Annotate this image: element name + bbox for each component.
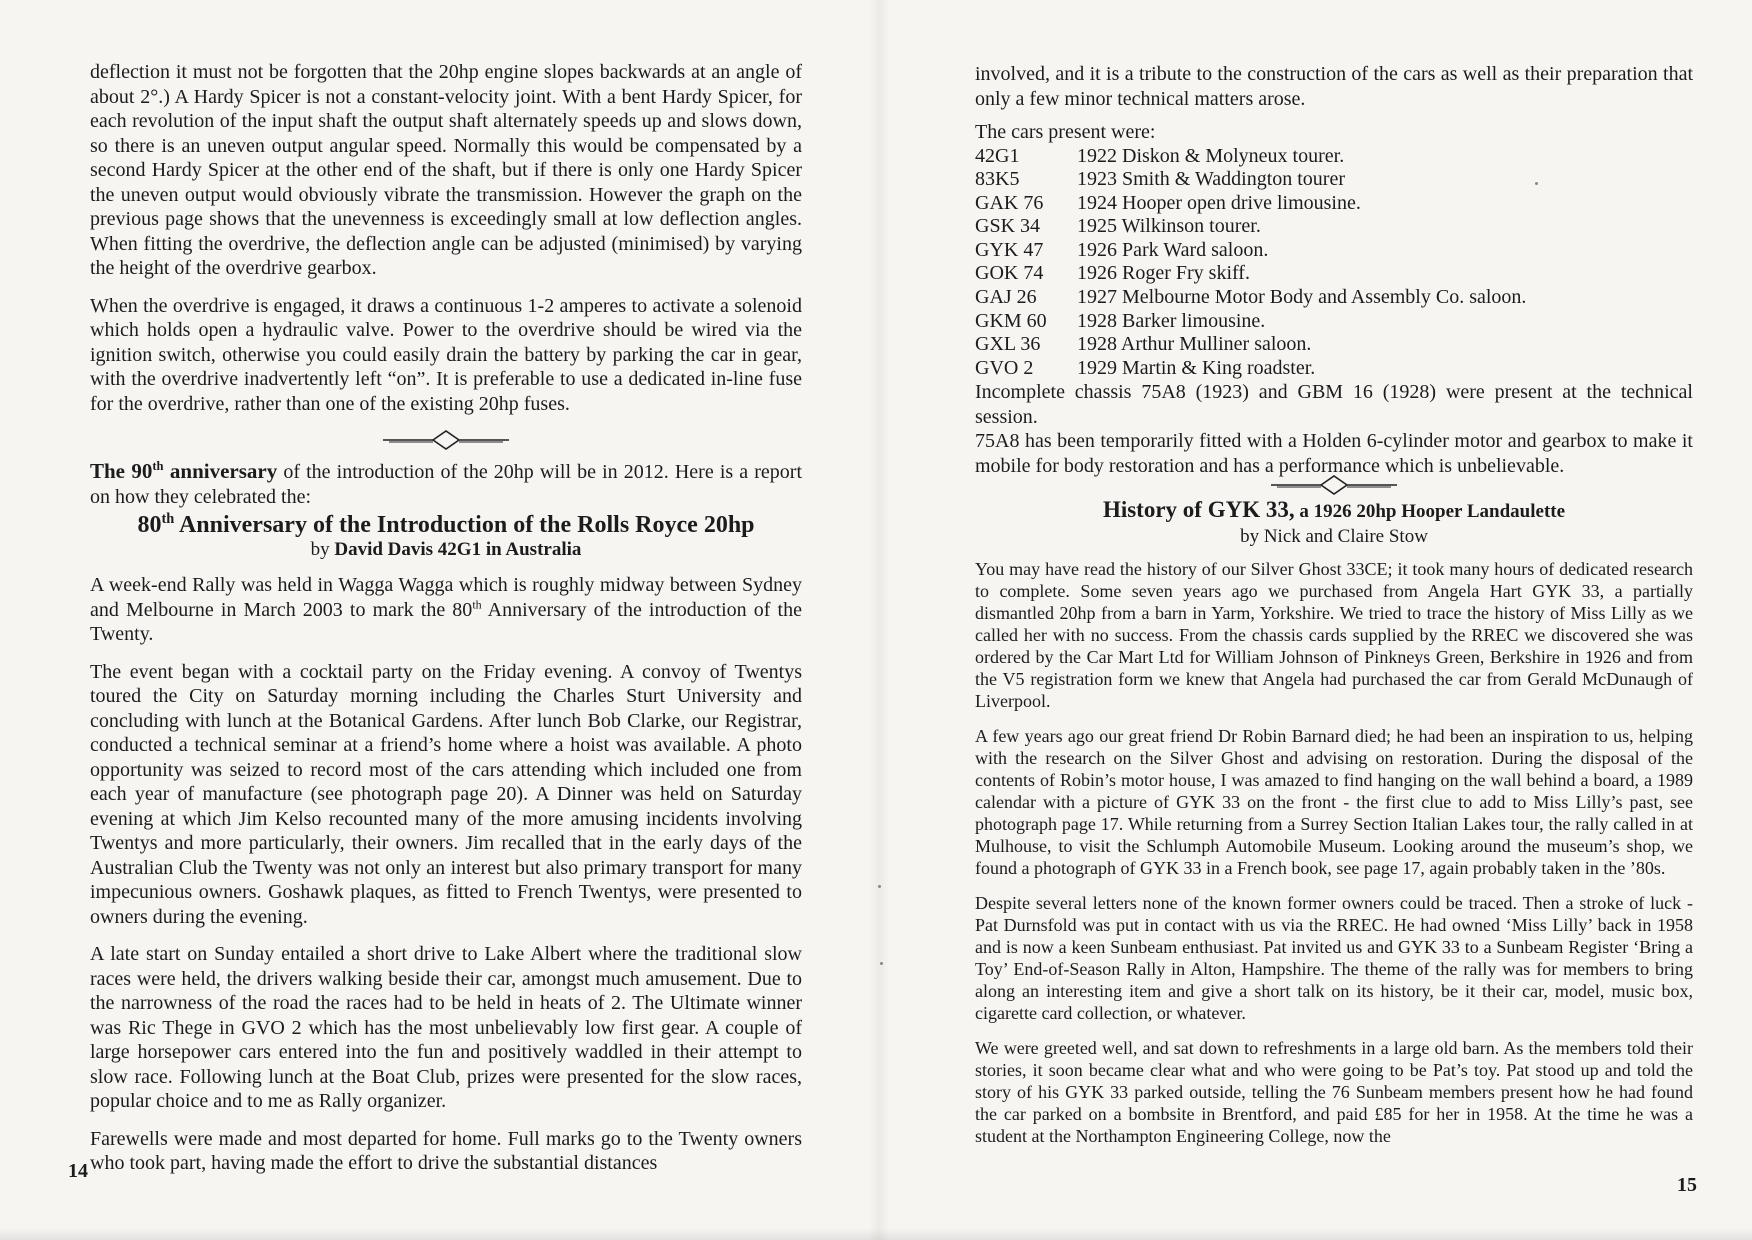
left-page <box>0 0 870 1240</box>
overdrive-paragraph-1: deflection it must not be forgotten that the 20hp engine slopes backwards at an angle of about 2°.) A Hardy Spicer is not a constant-velocity joint. With a bent Hardy Spicer, for each revolution of the input shaft the output shaft alternately speeds up and slows down, so there is an uneven output angular speed. Normally this would be compensated by a second Hardy Spicer at the other end of the shaft, but if there is only one Hardy Spicer the uneven output would obviously vibrate the transmission. However the graph on the previous page shows that the unevenness is exceedingly small at low deflection angles. When fitting the overdrive, the deflection angle can be adjusted (minimised) by varying the height of the overdrive gearbox. <box>90 61 802 279</box>
cars-list <box>975 145 1693 381</box>
cars-paragraph-3: 75A8 has been temporarily fitted with a Holden 6-cylinder motor and gearbox to make it mobile for body restoration and has a performance which is unbelievable. <box>975 430 1693 477</box>
car-description: 1923 Smith & Waddington tourer <box>1077 168 1346 191</box>
car-registration: GKM 60 <box>975 309 1047 332</box>
car-row <box>975 192 1693 216</box>
car-registration: 42G1 <box>975 144 1020 167</box>
right-page <box>890 0 1752 1240</box>
history-paragraph-1: You may have read the history of our Silver Ghost 33CE; it took many hours of dedicated research to complete. Some seven years ago we purchased from Angela Hart GYK 33, a partially dismantled 20hp from a barn in Yarm, Yorkshire. We tried to trace the history of Miss Lilly as we called her with no success. From the chassis cards supplied by the RREC we discovered she was ordered by the Car Mart Ltd for William Johnson of Pinkneys Green, Berkshire in 1926 and from the V5 registration form we knew that Angela had purchased the car from Gerald McDunaugh of Liverpool. <box>975 559 1693 712</box>
rally-paragraph-3: A late start on Sunday entailed a short drive to Lake Albert where the traditional slow races were held, the drivers walking beside their car, amongst much amusement. Due to the narrowness of the road the races had to be held in heats of 2. The Ultimate winner was Ric Thege in GVO 2 which has the most unbelievably low first gear. A couple of large horsepower cars entered into the fun and positively waddled in their attempt to slow race. Following lunch at the Boat Club, prizes were presented for the slow races, popular choice and to me as Rally organizer. <box>90 943 802 1112</box>
history-paragraph-3: Despite several letters none of the known former owners could be traced. Then a stroke of luck - Pat Durnsfold was put in contact with us via the RREC. He had owned ‘Miss Lilly’ back in 1958 and is now a keen Sunbeam enthusiast. Pat invited us and GYK 33 to a Sunbeam Register ‘Bring a Toy’ End-of-Season Rally in Alton, Hampshire. The theme of the rally was for members to bring along an interesting item and give a short talk on its history, be it their car, model, music box, cigarette card collection, or whatever. <box>975 893 1693 1024</box>
article-byline-davis: by David Davis 42G1 in Australia <box>310 539 582 560</box>
car-registration: GXL 36 <box>975 333 1041 356</box>
scan-speck <box>880 962 883 965</box>
car-registration: GVO 2 <box>975 356 1034 379</box>
car-row <box>975 357 1693 381</box>
car-row <box>975 168 1693 192</box>
car-row <box>975 333 1693 357</box>
car-row <box>975 286 1693 310</box>
car-description: 1927 Melbourne Motor Body and Assembly Co. saloon. <box>1077 286 1527 309</box>
rally-paragraph-4: Farewells were made and most departed for home. Full marks go to the Twenty owners who took part, having made the effort to drive the substantial distances <box>90 1127 802 1174</box>
car-row <box>975 239 1693 263</box>
article-title-gyk33: History of GYK 33, a 1926 20hp Hooper Landaulette <box>1102 497 1566 523</box>
history-paragraph-4: We were greeted well, and sat down to refreshments in a large old barn. As the members told their stories, it soon became clear what and who were going to be Pat’s toy. Pat stood up and told the story of his GYK 33 parked outside, telling the 76 Sunbeam members present how he had found the car parked on a bombsite in Brentford, and paid £85 for her in 1958. At the time he was a student at the Northampton Engineering College, now the <box>975 1038 1693 1147</box>
car-description: 1928 Arthur Mulliner saloon. <box>1077 333 1312 356</box>
page-number-left: 14 <box>68 1160 88 1182</box>
car-registration: GSK 34 <box>975 215 1041 238</box>
article-title-80th: 80th Anniversary of the Introduction of the Rolls Royce 20hp <box>137 511 755 538</box>
car-registration: 83K5 <box>975 168 1020 191</box>
car-registration: GYK 47 <box>975 238 1044 261</box>
left-column <box>90 60 802 1176</box>
page-gutter-shadow <box>868 0 890 1240</box>
anniversary-intro-lead: The 90th anniversary <box>90 459 278 483</box>
scan-speck <box>1535 182 1538 185</box>
history-paragraph-2: A few years ago our great friend Dr Robin Barnard died; he had been an inspiration to us, helping with the research on the Silver Ghost and advising on restoration. During the disposal of the contents of Robin’s motor house, I was amazed to find hanging on the wall behind a board, a 1989 calendar with a picture of GYK 33 on the front - the first clue to add to Miss Lilly’s past, see photograph page 17. While returning from a Surrey Section Italian Lakes tour, the rally called in at Mulhouse, to visit the Schlumph Automobile Museum. Looking around the museum’s shop, we found a photograph of GYK 33 in a French book, see page 17, again probably taken in the ’80s. <box>975 726 1693 879</box>
cars-paragraph-1: involved, and it is a tribute to the construction of the cars as well as their preparation that only a few minor technical matters arose. <box>975 63 1693 110</box>
car-description: 1926 Roger Fry skiff. <box>1077 262 1250 285</box>
rally-paragraph-1: A week-end Rally was held in Wagga Wagga which is roughly midway between Sydney and Melbourne in March 2003 to mark the 80th Anniversary of the introduction of the Twenty. <box>90 574 802 645</box>
overdrive-paragraph-2: When the overdrive is engaged, it draws a continuous 1-2 amperes to activate a solenoid which holds open a hydraulic valve. Power to the overdrive should be wired via the ignition switch, otherwise you could easily drain the battery by parking the car in gear, with the overdrive inadvertently left “on”. It is preferable to use a dedicated in-line fuse for the overdrive, rather than one of the existing 20hp fuses. <box>90 294 802 415</box>
car-description: 1922 Diskon & Molyneux tourer. <box>1077 144 1345 167</box>
car-registration: GOK 74 <box>975 262 1044 285</box>
car-description: 1925 Wilkinson tourer. <box>1077 215 1261 238</box>
car-row <box>975 262 1693 286</box>
car-row <box>975 215 1693 239</box>
rally-paragraph-2: The event began with a cocktail party on the Friday evening. A convoy of Twentys toured the City on Saturday morning including the Charles Sturt University and concluding with lunch at the Botanical Gardens. After lunch Bob Clarke, our Registrar, conducted a technical seminar at a friend’s home where a hoist was available. A photo opportunity was seized to record most of the cars attending which included one from each year of manufacture (see photograph page 20). A Dinner was held on Saturday evening at which Jim Kelso recounted many of the more amusing incidents involving Twentys and more particularly, their owners. Jim recalled that in the early days of the Australian Club the Twenty was not only an interest but also primary transport for many impecunious owners. Goshawk plaques, as fitted to French Twentys, were presented to owners during the evening. <box>90 660 802 928</box>
cars-paragraph-2: Incomplete chassis 75A8 (1923) and GBM 16 (1928) were present at the technical session. <box>975 381 1693 428</box>
section-divider-icon <box>381 429 511 451</box>
anniversary-intro: The 90th anniversary of the introduction of the 20hp will be in 2012. Here is a report on how they celebrated the: <box>90 459 802 508</box>
car-registration: GAK 76 <box>975 191 1044 214</box>
scan-speck <box>878 885 881 888</box>
car-description: 1928 Barker limousine. <box>1077 309 1266 332</box>
right-column <box>975 62 1693 1147</box>
car-row <box>975 145 1693 169</box>
car-registration: GAJ 26 <box>975 286 1037 309</box>
car-description: 1929 Martin & King roadster. <box>1077 356 1316 379</box>
cars-list-intro: The cars present were: <box>975 121 1156 143</box>
car-description: 1926 Park Ward saloon. <box>1077 238 1269 261</box>
article-byline-stow: by Nick and Claire Stow <box>1240 526 1428 548</box>
page-number-right: 15 <box>1677 1174 1697 1196</box>
car-description: 1924 Hooper open drive limousine. <box>1077 191 1361 214</box>
car-row <box>975 310 1693 334</box>
